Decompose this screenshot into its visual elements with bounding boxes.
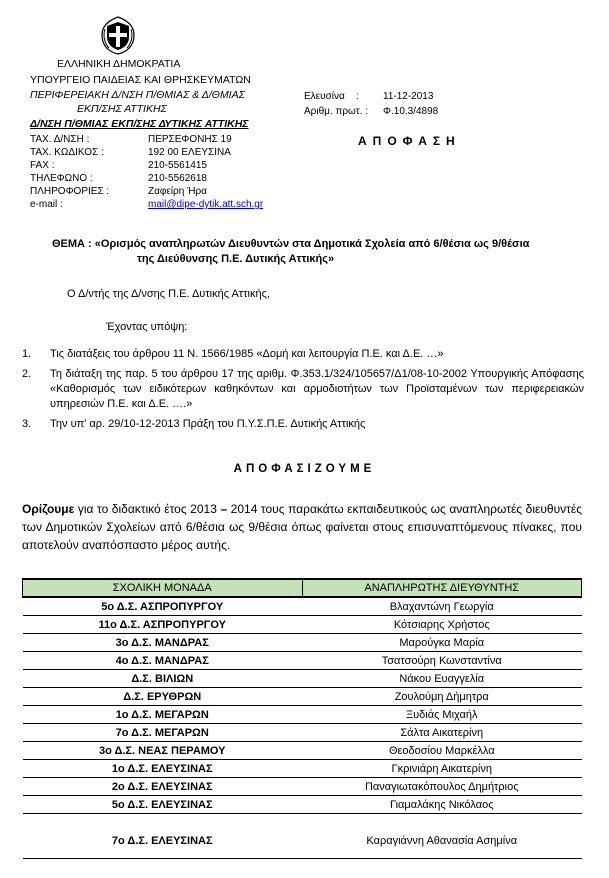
contact-separator: : — [100, 147, 104, 158]
school-cell: 7ο Δ.Σ. ΕΛΕΥΣΙΝΑΣ — [23, 814, 303, 859]
school-cell: 11ο Δ.Σ. ΑΣΠΡΟΠΥΡΓΟΥ — [23, 616, 303, 634]
deputy-cell: Γιαμαλάκης Νικόλαος — [302, 796, 582, 814]
table-row — [23, 778, 582, 796]
considering-heading: Έχοντας υπόψη: — [106, 321, 188, 333]
school-cell: 5ο Δ.Σ. ΕΛΕΥΣΙΝΑΣ — [23, 796, 303, 814]
table-row — [23, 634, 582, 652]
deputy-cell: Σάλτα Αικατερίνη — [302, 724, 582, 742]
contact-value: ΠΕΡΣΕΦΟΝΗΣ 19 — [148, 134, 232, 145]
email-link[interactable]: mail@dipe-dytik.att.sch.gr — [148, 199, 264, 210]
deputy-cell: Τσατσούρη Κωνσταντίνα — [302, 652, 582, 670]
contact-separator: : — [89, 173, 93, 184]
greek-coat-of-arms-emblem — [99, 15, 137, 55]
regional-directorate-line1: ΠΕΡΙΦΕΡΕΙΑΚΗ Δ/ΝΣΗ Π/ΘΜΙΑΣ & Δ/ΘΜΙΑΣ — [30, 89, 245, 101]
list-text: Τις διατάξεις του άρθρου 11 Ν. 1566/1985 «Δομή και λειτουργία Π.Ε. και Δ.Ε. …» — [50, 348, 444, 360]
table-row — [23, 706, 582, 724]
contact-label: e-mail — [30, 199, 58, 210]
table-row — [23, 616, 582, 634]
we-decide-heading: ΑΠΟΦΑΣΙΖΟΥΜΕ — [233, 463, 376, 475]
list-item — [22, 417, 584, 432]
contact-value: Ζαφείρη Ήρα — [148, 186, 207, 197]
decision-paragraph — [22, 500, 582, 554]
contact-separator: : — [106, 186, 110, 197]
decision-title: ΑΠΟΦΑΣΗ — [358, 134, 461, 148]
contact-separator: : — [60, 199, 63, 210]
contact-separator: : — [86, 134, 90, 145]
school-cell: 4ο Δ.Σ. ΜΑΝΔΡΑΣ — [23, 652, 303, 670]
subject-line2: της Διεύθυνσης Π.Ε. Δυτικής Αττικής» — [137, 253, 335, 265]
deputy-cell: Μαρούγκα Μαρία — [302, 634, 582, 652]
deputy-cell: Νάκου Ευαγγελία — [302, 670, 582, 688]
place-separator: : — [355, 91, 359, 102]
decision-dash: – — [220, 502, 228, 516]
document-date: 11-12-2013 — [383, 91, 434, 102]
deputy-cell: Καραγιάννη Αθανασία Ασημίνα — [302, 814, 582, 859]
deputy-cell: Θεοδοσίου Μαρκέλλα — [302, 742, 582, 760]
school-cell: 7ο Δ.Σ. ΜΕΓΑΡΩΝ — [23, 724, 303, 742]
table-row — [23, 652, 582, 670]
table-header-row — [23, 579, 582, 597]
deputy-cell: Ξυδιάς Μιχαήλ — [302, 706, 582, 724]
school-cell: 1ο Δ.Σ. ΕΛΕΥΣΙΝΑΣ — [23, 760, 303, 778]
subject-line1: ΘΕΜΑ : «Ορισμός αναπληρωτών Διευθυντών στα Δημοτικά Σχολεία από 6/θέσια ως 9/θέσια — [52, 238, 530, 250]
considerations-list — [22, 347, 584, 437]
school-cell: Δ.Σ. ΒΙΛΙΩΝ — [23, 670, 303, 688]
list-text: Τη διάταξη της παρ. 5 του άρθρου 17 της αριθμ. Φ.353.1/324/105657/Δ1/08-10-2002 Υπουργικής Απόφασης «Καθορισμός των ειδικότερων καθηκόντων και αρμοδιοτήτων των Προϊσταμένων των περιφερειακών υπηρεσιών Π.Ε. και Δ.Ε. ….» — [50, 368, 584, 410]
school-cell: 5ο Δ.Σ. ΑΣΠΡΟΠΥΡΓΟΥ — [23, 597, 303, 616]
contact-value: 192 00 ΕΛΕΥΣΙΝΑ — [148, 147, 231, 158]
contact-label: ΤΑΧ. ΚΩΔΙΚΟΣ — [30, 147, 99, 158]
table-row — [23, 688, 582, 706]
decision-body-b: 2014 τους παρακάτω εκπαιδευτικούς ως αναπληρωτές διευθυντές των Δημοτικών Σχολείων από 6/θέσια ως 9/θέσια όπως φαίνεται στους επισυναπτόμενους πίνακες, που αποτελούν αναπόσπαστο μέρος αυτής. — [22, 502, 582, 552]
list-number: 3. — [22, 418, 32, 430]
table-row — [23, 760, 582, 778]
republic-heading: ΕΛΛΗΝΙΚΗ ΔΗΜΟΚΡΑΤΙΑ — [57, 58, 181, 70]
contact-value: 210-5561415 — [148, 160, 207, 171]
deputy-cell: Ζουλούμη Δήμητρα — [302, 688, 582, 706]
column-header-school: ΣΧΟΛΙΚΗ ΜΟΝΑΔΑ — [23, 579, 303, 597]
subject-block — [52, 237, 582, 267]
school-cell: Δ.Σ. ΕΡΥΘΡΩΝ — [23, 688, 303, 706]
deputy-cell: Παναγιωτακόπουλος Δημήτριος — [302, 778, 582, 796]
deputy-directors-table — [22, 578, 582, 859]
list-number: 2. — [22, 368, 32, 380]
list-text: Την υπ' αρ. 29/10-12-2013 Πράξη του Π.Υ.Σ.Π.Ε. Δυτικής Αττικής — [50, 418, 366, 430]
table-row — [23, 796, 582, 814]
contact-label: ΤΗΛΕΦΩΝΟ — [30, 173, 88, 184]
regional-directorate-line2: ΕΚΠ/ΣΗΣ ΑΤΤΙΚΗΣ — [77, 103, 167, 115]
contact-label: FAX — [30, 160, 49, 171]
list-number: 1. — [22, 348, 32, 360]
protocol-label: Αριθμ. πρωτ. : — [304, 106, 368, 117]
contact-label: ΤΑΧ. Δ/ΝΣΗ — [30, 134, 84, 145]
table-row — [23, 670, 582, 688]
table-row — [23, 724, 582, 742]
contact-value: 210-5562618 — [148, 173, 207, 184]
table-row — [23, 814, 582, 859]
directorate-heading: Δ/ΝΣΗ Π/ΘΜΙΑΣ ΕΚΠ/ΣΗΣ ΔΥΤΙΚΗΣ ΑΤΤΙΚΗΣ — [30, 118, 249, 130]
school-cell: 3ο Δ.Σ. ΝΕΑΣ ΠΕΡΑΜΟΥ — [23, 742, 303, 760]
school-cell: 3ο Δ.Σ. ΜΑΝΔΡΑΣ — [23, 634, 303, 652]
table-row — [23, 742, 582, 760]
director-intro: Ο Δ/ντής της Δ/νσης Π.Ε. Δυτικής Αττικής, — [67, 288, 270, 300]
school-cell: 1ο Δ.Σ. ΜΕΓΑΡΩΝ — [23, 706, 303, 724]
column-header-deputy: ΑΝΑΠΛΗΡΩΤΗΣ ΔΙΕΥΘΥΝΤΗΣ — [302, 579, 582, 597]
list-item — [22, 347, 584, 362]
deputy-cell: Κότσιαρης Χρήστος — [302, 616, 582, 634]
decision-lead-word: Ορίζουμε — [22, 502, 75, 516]
deputy-cell: Γκρινιάρη Αικατερίνη — [302, 760, 582, 778]
contact-separator: : — [51, 160, 55, 171]
table-row — [23, 597, 582, 616]
deputy-cell: Βλαχαντώνη Γεωργία — [302, 597, 582, 616]
school-cell: 2ο Δ.Σ. ΕΛΕΥΣΙΝΑΣ — [23, 778, 303, 796]
contact-label: ΠΛΗΡΟΦΟΡΙΕΣ — [30, 186, 104, 197]
decision-body-a: για το διδακτικό έτος 2013 — [74, 502, 221, 516]
list-item — [22, 367, 584, 412]
place-label: Ελευσίνα — [304, 91, 345, 102]
protocol-number: Φ.10.3/4898 — [383, 106, 439, 117]
ministry-heading: ΥΠΟΥΡΓΕΙΟ ΠΑΙΔΕΙΑΣ ΚΑΙ ΘΡΗΣΚΕΥΜΑΤΩΝ — [30, 74, 251, 86]
